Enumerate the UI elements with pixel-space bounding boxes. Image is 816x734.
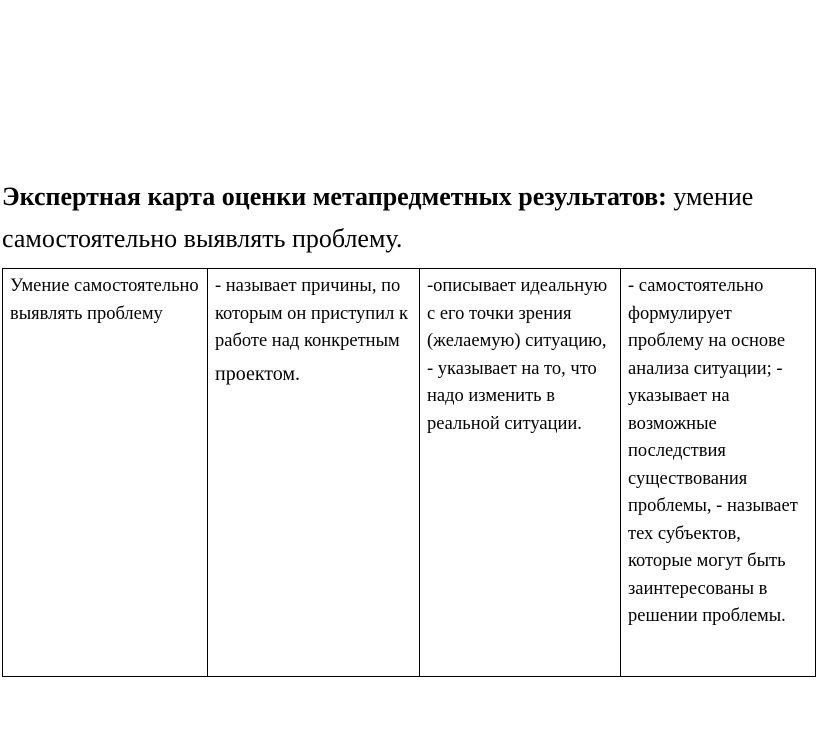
cell-text-level-1	[215, 273, 412, 392]
heading-title: Экспертная карта оценки метапредметных результатов:	[2, 182, 667, 211]
page-heading	[2, 176, 816, 260]
table-cell-skill	[3, 269, 208, 677]
rubric-table	[2, 268, 816, 677]
table-cell-level-2	[420, 269, 621, 677]
table-cell-level-1	[208, 269, 420, 677]
table-row	[3, 269, 816, 677]
cell-text-level-3: - самостоятельно формулирует проблему на основе анализа ситуации; - указывает на возможные последствия существования проблемы, - называет тех субъектов, которые могут быть заинтересованы в решении проблемы.	[628, 276, 798, 626]
cell-text-level-2: -описывает идеальную с его точки зрения (желаемую) ситуацию, - указывает на то, что надо изменить в реальной ситуации.	[427, 276, 608, 434]
cell-text-level-1-main: - называет причины, по которым он приступил к работе над конкретным	[215, 276, 408, 351]
heading-subtitle: умение самостоятельно выявлять проблему.	[2, 182, 754, 253]
table-cell-level-3	[621, 269, 816, 677]
cell-text-level-1-tail: проектом.	[215, 362, 301, 385]
cell-text-skill: Умение самостоятельно выявлять проблему	[10, 276, 199, 324]
